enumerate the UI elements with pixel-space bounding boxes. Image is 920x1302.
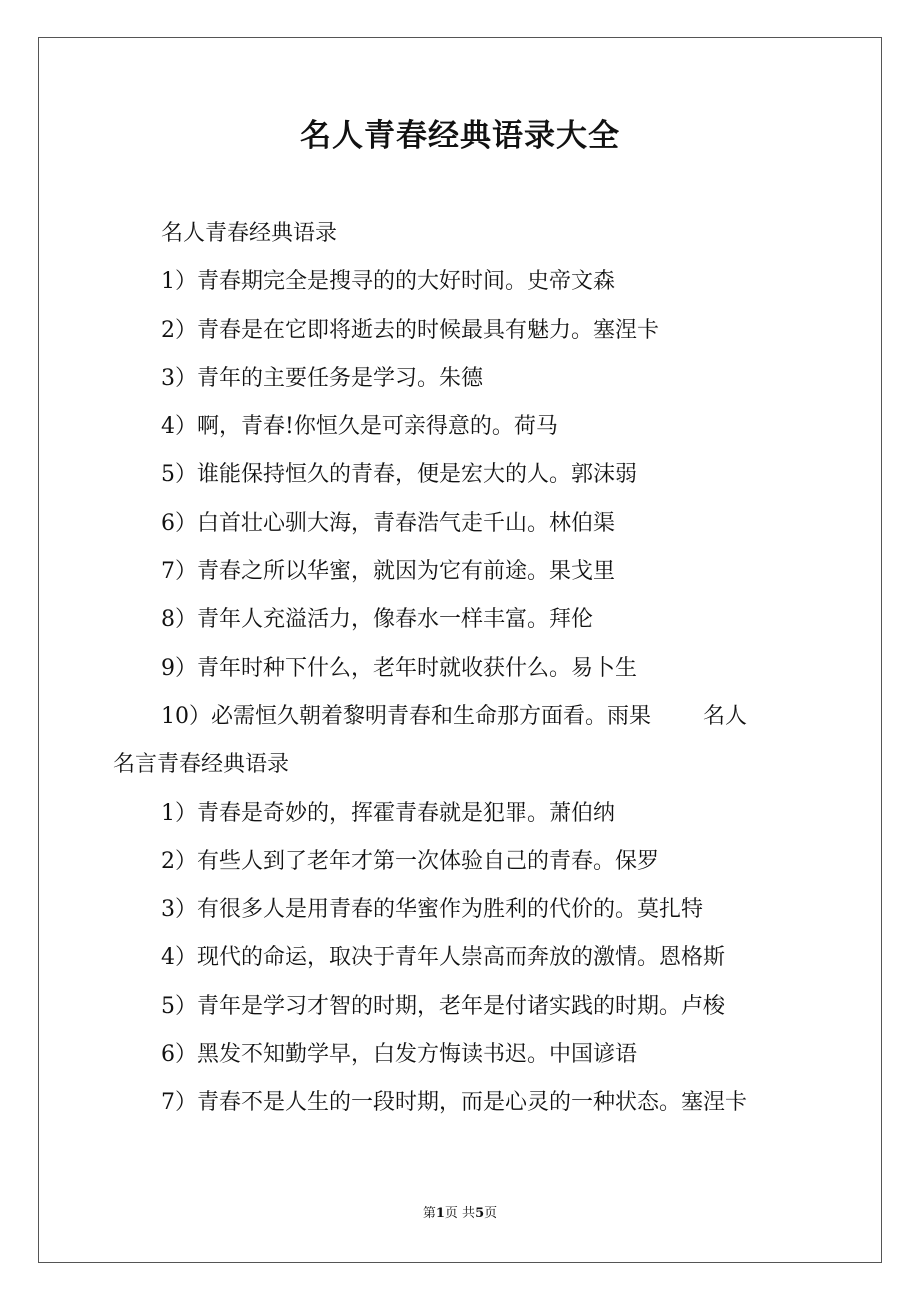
quote-item: 5）谁能保持恒久的青春，便是宏大的人。郭沫弱 [161, 462, 637, 488]
quote-item-with-heading [113, 693, 813, 741]
quote-item: 4）啊，青春!你恒久是可亲得意的。荷马 [161, 414, 558, 440]
page-total: 5 [475, 1206, 485, 1221]
page-suffix: 页 [484, 1206, 498, 1221]
quote-item: 6）黑发不知勤学早，白发方悔读书迟。中国谚语 [161, 1042, 637, 1068]
quote-item: 4）现代的命运，取决于青年人崇高而奔放的激情。恩格斯 [161, 945, 725, 971]
quote-item: 5）青年是学习才智的时期，老年是付诸实践的时期。卢梭 [161, 993, 725, 1019]
page-prefix: 第 [422, 1206, 436, 1221]
page-mid: 页 共 [444, 1206, 476, 1221]
document-body [113, 210, 813, 1128]
quote-item: 7）青春之所以华蜜，就因为它有前途。果戈里 [161, 559, 615, 585]
quote-item: 6）白首壮心驯大海，青春浩气走千山。林伯渠 [161, 510, 615, 536]
quote-item: 2）有些人到了老年才第一次体验自己的青春。保罗 [161, 848, 659, 874]
section-heading-continued: 名言青春经典语录 [113, 752, 290, 778]
quote-item: 9）青年时种下什么，老年时就收获什么。易卜生 [161, 655, 637, 681]
page-current: 1 [435, 1206, 445, 1221]
quote-item: 1）青春期完全是搜寻的的大好时间。史帝文森 [161, 269, 615, 295]
quote-item: 3）青年的主要任务是学习。朱德 [161, 365, 483, 391]
page-footer [0, 1204, 920, 1224]
section-heading: 名人青春经典语录 [161, 221, 338, 246]
quote-item: 3）有很多人是用青春的华蜜作为胜利的代价的。莫扎特 [161, 897, 703, 923]
quote-item: 10）必需恒久朝着黎明青春和生命那方面看。雨果 [161, 703, 651, 729]
quote-item: 7）青春不是人生的一段时期，而是心灵的一种状态。塞涅卡 [161, 1090, 747, 1116]
section-heading-start: 名人 [703, 703, 748, 729]
quote-item: 2）青春是在它即将逝去的时候最具有魅力。塞涅卡 [161, 317, 659, 343]
quote-item: 8）青年人充溢活力，像春水一样丰富。拜伦 [161, 607, 593, 633]
quote-item: 1）青春是奇妙的，挥霍青春就是犯罪。萧伯纳 [161, 800, 615, 826]
document-title: 名人青春经典语录大全 [300, 118, 620, 154]
